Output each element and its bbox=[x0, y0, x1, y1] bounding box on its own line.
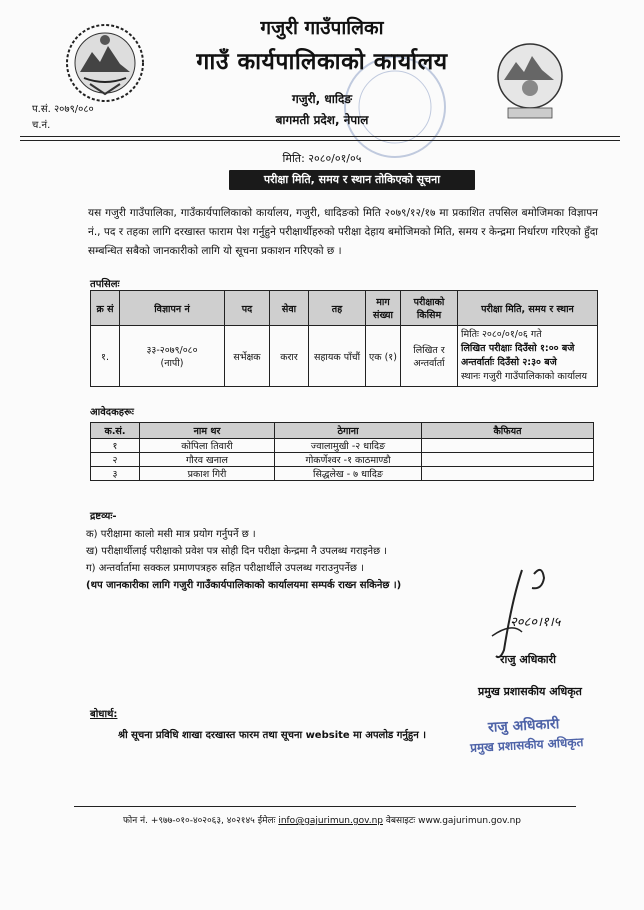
footer-email-label: ईमेलः bbox=[257, 816, 276, 826]
table-row bbox=[91, 439, 594, 453]
ad-number: ३३-२०७९/०८० bbox=[146, 345, 198, 356]
cell-sn: २ bbox=[91, 453, 140, 467]
header-divider bbox=[20, 136, 620, 137]
bodharth-text: श्री सूचना प्रविधि शाखा दरखास्त फारम तथा सूचना website मा अपलोड गर्नुहुन । bbox=[118, 730, 427, 741]
note-item: ख) परीक्षार्थीलाई परीक्षाको प्रवेश पत्र सोही दिन परीक्षा केन्द्रमा नै उपलब्ध गराइनेछ । bbox=[86, 546, 388, 557]
schedule-date: मितिः २०८०/०१/०६ गते bbox=[461, 329, 542, 340]
col-level: तह bbox=[309, 291, 366, 326]
bodharth-label: बोधार्थ: bbox=[90, 709, 118, 720]
cell-name: गौरव खनाल bbox=[140, 453, 275, 467]
notes-list bbox=[86, 526, 401, 594]
cell-ad-no bbox=[120, 326, 225, 387]
col-schedule: परीक्षा मिति, समय र स्थान bbox=[458, 291, 598, 326]
stamp-title: प्रमुख प्रशासकीय अधिकृत bbox=[469, 735, 584, 755]
notes-label: द्रष्टव्यः- bbox=[90, 511, 117, 522]
applicants-label: आवेदकहरूः bbox=[90, 407, 134, 418]
municipality-name: गजुरी गाउँपालिका bbox=[260, 17, 384, 39]
cell-service: करार bbox=[270, 326, 309, 387]
applicants-table-header bbox=[91, 423, 594, 439]
details-label: तपसिलः bbox=[90, 279, 120, 290]
col-remarks: कैफियत bbox=[422, 423, 594, 439]
stamp-name: राजु अधिकारी bbox=[487, 716, 560, 736]
table-row bbox=[91, 453, 594, 467]
cell-post: सर्भेक्षक bbox=[225, 326, 270, 387]
cell-sn: १ bbox=[91, 439, 140, 453]
details-table-header bbox=[91, 291, 598, 326]
cell-schedule bbox=[458, 326, 598, 387]
cell-remarks bbox=[422, 467, 594, 481]
cell-remarks bbox=[422, 453, 594, 467]
signature-date: २०८०।१।५ bbox=[510, 615, 561, 630]
col-ad-no: विज्ञापन नं bbox=[120, 291, 225, 326]
footer-phone: फोन नं. +९७७-०१०-४०२०६३, ४०२१४५ bbox=[122, 816, 255, 826]
col-sn: क.सं. bbox=[91, 423, 140, 439]
notice-date: मिति: २०८०/०१/०५ bbox=[282, 152, 362, 165]
office-address: गजुरी, धादिङ bbox=[291, 92, 353, 106]
notice-title: परीक्षा मिति, समय र स्थान तोकिएको सूचना bbox=[229, 170, 475, 190]
table-row bbox=[91, 467, 594, 481]
col-post: पद bbox=[225, 291, 270, 326]
col-name: नाम थर bbox=[140, 423, 275, 439]
schedule-written: लिखित परीक्षाः दिउँसो १:०० बजे bbox=[461, 343, 575, 354]
cell-remarks bbox=[422, 439, 594, 453]
cell-sn: १. bbox=[91, 326, 120, 387]
footer-divider bbox=[74, 806, 576, 807]
reference-number: प.सं. २०७९/०८० bbox=[32, 104, 94, 115]
col-address: ठेगाना bbox=[275, 423, 422, 439]
footer-email-link[interactable]: info@gajurimun.gov.np bbox=[278, 816, 383, 826]
col-sn: क्र सं bbox=[91, 291, 120, 326]
col-demand: माग संख्या bbox=[366, 291, 401, 326]
applicants-table bbox=[90, 422, 594, 481]
ad-number-sub: (नापी) bbox=[160, 358, 184, 369]
footer bbox=[0, 813, 644, 826]
note-item: ग) अन्तर्वार्तामा सक्कल प्रमाणपत्रहरु सहित परीक्षार्थीले उपलब्ध गराउनुपर्नेछ । bbox=[86, 563, 364, 574]
schedule-interview: अन्तर्वार्ताः दिउँसो २:३० बजे bbox=[461, 357, 557, 368]
signer-title: प्रमुख प्रशासकीय अधिकृत bbox=[478, 685, 582, 698]
cell-demand: एक (१) bbox=[366, 326, 401, 387]
table-row bbox=[91, 326, 598, 387]
cell-level: सहायक पाँचौं bbox=[309, 326, 366, 387]
cell-address: गोकर्णेश्वर -१ काठमाण्डौ bbox=[275, 453, 422, 467]
header-divider-2 bbox=[20, 140, 620, 141]
col-service: सेवा bbox=[270, 291, 309, 326]
cell-sn: ३ bbox=[91, 467, 140, 481]
office-province: बागमती प्रदेश, नेपाल bbox=[275, 113, 369, 127]
details-table bbox=[90, 290, 598, 387]
cell-name: प्रकाश गिरी bbox=[140, 467, 275, 481]
office-name: गाउँ कार्यपालिकाको कार्यालय bbox=[196, 49, 448, 75]
note-item: (थप जानकारीका लागि गजुरी गाउँकार्यपालिकाको कार्यालयमा सम्पर्क राख्न सकिनेछ ।) bbox=[86, 580, 402, 591]
cell-name: कोपिला तिवारी bbox=[140, 439, 275, 453]
notice-body: यस गजुरी गाउँपालिका, गाउँकार्यपालिकाको कार्यालय, गजुरी, धादिङको मिति २०७९/१२/१७ मा प्रकाशित तपसिल बमोजिमका विज्ञापन नं., पद र तहका लागि दरखास्त फाराम पेश गर्नुहुने परीक्षार्थीहरुको परीक्षा देहाय बमोजिमको मिति, समय र केन्द्रमा निर्धारण गरिएको हुँदा सम्बन्धित सबैको जानकारीको लागि यो सूचना प्रकाशन गरिएको छ । bbox=[88, 207, 598, 257]
footer-website-label: वेबसाइटः bbox=[385, 816, 416, 826]
signer-name: राजु अधिकारी bbox=[500, 653, 557, 666]
dispatch-number: च.नं. bbox=[32, 120, 51, 131]
col-exam-type: परीक्षाको किसिम bbox=[401, 291, 458, 326]
note-item: क) परीक्षामा कालो मसी मात्र प्रयोग गर्नुपर्ने छ । bbox=[86, 529, 256, 540]
schedule-venue: स्थानः गजुरी गाउँपालिकाको कार्यालय bbox=[461, 371, 587, 382]
cell-exam-type: लिखित र अन्तर्वार्ता bbox=[401, 326, 458, 387]
cell-address: सिद्धलेख - ७ धादिङ bbox=[275, 467, 422, 481]
cell-address: ज्वालामुखी -२ धादिङ bbox=[275, 439, 422, 453]
footer-website-link[interactable]: www.gajurimun.gov.np bbox=[418, 816, 522, 826]
